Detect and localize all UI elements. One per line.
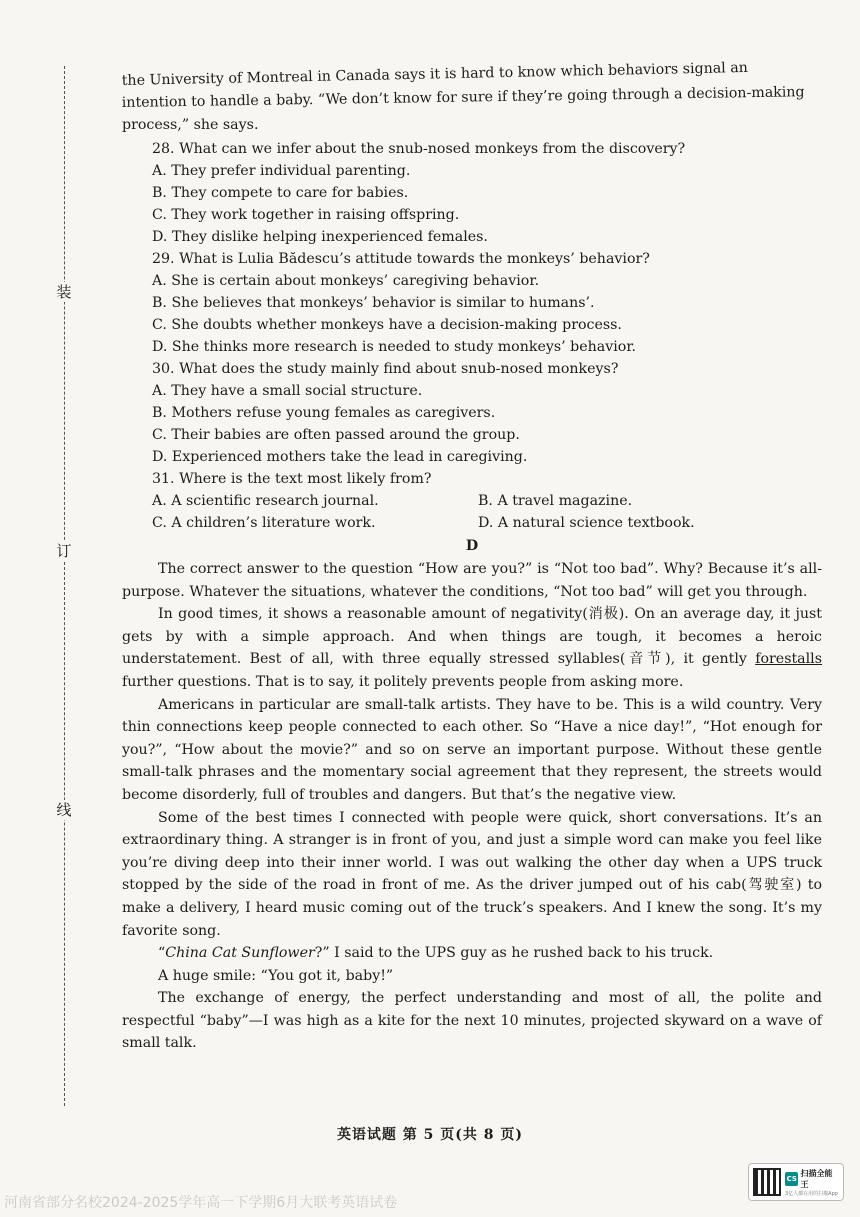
scanner-badge-subtitle: 3亿人都在用的扫描App	[785, 1190, 838, 1197]
option-b[interactable]: B. They compete to care for babies.	[152, 185, 409, 201]
option-row	[152, 512, 822, 534]
option-b[interactable]: B. A travel magazine.	[478, 493, 633, 509]
paragraph: Americans in particular are small-talk artists. They have to be. This is a wild country. Very thin connections keep people connected to each other. So “Have a nice day!”, “Hot enough for you?”, “How about the movie?” and so on serve an important purpose. Without these gentle small-talk phrases and the momentary social agreement that they represent, the streets would become disorderly, full of troubles and dangers. But that’s the negative view.	[122, 696, 822, 803]
passage-line: process,” she says.	[122, 117, 259, 133]
passage-line: intention to handle a baby. “We don’t know for sure if they’re going through a decision-making	[121, 84, 805, 112]
option-c[interactable]: C. Their babies are often passed around the group.	[152, 427, 520, 443]
paragraph	[122, 603, 822, 693]
option-c[interactable]: C. A children’s literature work.	[152, 515, 376, 531]
paragraph: Some of the best times I connected with people were quick, short conversations. It’s an extraordinary thing. A stranger is in front of you, and just a simple word can make you feel like you’re diving deep into their inner world. I was out walking the other day when a UPS truck stopped by the side of the road in front of me. As the driver jumped out of his cab(驾驶室) to make a delivery, I heard music coming out of the truck’s speakers. And I knew the song. It’s my favorite song.	[122, 809, 822, 939]
option-d[interactable]: D. She thinks more research is needed to study monkeys’ behavior.	[152, 339, 637, 355]
passage-line: the University of Montreal in Canada says it is hard to know which behaviors signal an	[121, 59, 749, 90]
option-a[interactable]: A. They have a small social structure.	[152, 383, 423, 399]
option-a[interactable]: A. She is certain about monkeys’ caregiving behavior.	[152, 273, 540, 289]
paragraph: A huge smile: “You got it, baby!”	[158, 967, 394, 984]
question-stem: 31. Where is the text most likely from?	[152, 471, 432, 487]
option-a[interactable]: A. A scientific research journal.	[152, 493, 379, 509]
binding-char-1: 装	[54, 282, 74, 302]
binding-char-3: 线	[54, 800, 74, 820]
question-stem: 28. What can we infer about the snub-nosed monkeys from the discovery?	[152, 141, 686, 157]
option-b[interactable]: B. She believes that monkeys’ behavior is similar to humans’.	[152, 295, 595, 311]
watermark: 河南省部分名校2024-2025学年高一下学期6月大联考英语试卷	[4, 1195, 398, 1211]
song-title: China Cat Sunflower	[165, 945, 315, 962]
paragraph: The correct answer to the question “How are you?” is “Not too bad”. Why? Because it’s all-purpose. Whatever the situations, whatever the conditions, “Not too bad” will get you through.	[122, 561, 822, 600]
question-stem: 30. What does the study mainly find about snub-nosed monkeys?	[152, 361, 619, 377]
scanner-badge-title-row	[785, 1168, 839, 1190]
option-d[interactable]: D. A natural science textbook.	[478, 515, 695, 531]
text-run: ?” I said to the UPS guy as he rushed back to his truck.	[314, 945, 714, 962]
option-d[interactable]: D. They dislike helping inexperienced females.	[152, 229, 488, 245]
option-c[interactable]: C. They work together in raising offspring.	[152, 207, 460, 223]
passage-c-ending	[121, 59, 822, 136]
question-stem: 29. What is Lulia Bădescu’s attitude towards the monkeys’ behavior?	[152, 251, 650, 267]
paragraph	[122, 942, 822, 965]
binding-char-2: 订	[54, 541, 74, 561]
text-run: In good times, it shows a reasonable amount of negativity(消极). On an average day, it just gets by with a simple approach. And when things are tough, it becomes a heroic understatement. Best of all, with three equally stressed syllables(音节), it gently	[122, 606, 822, 668]
camscanner-logo-icon: CS	[785, 1172, 798, 1186]
option-a[interactable]: A. They prefer individual parenting.	[152, 163, 411, 179]
scanner-badge[interactable]	[748, 1163, 844, 1201]
option-row	[152, 490, 822, 512]
underlined-word: forestalls	[755, 651, 822, 668]
exam-page	[121, 59, 822, 1055]
question-29	[122, 248, 822, 358]
qr-code-icon	[753, 1168, 781, 1196]
text-run: “	[158, 945, 166, 962]
question-31	[122, 468, 822, 534]
text-run: further questions. That is to say, it politely prevents people from asking more.	[122, 673, 684, 690]
question-30	[122, 358, 822, 468]
binding-line	[64, 66, 65, 1106]
scanner-badge-title: 扫描全能王	[800, 1168, 833, 1189]
section-heading: D	[465, 538, 479, 554]
paragraph: The exchange of energy, the perfect understanding and most of all, the polite and respectful “baby”—I was high as a kite for the next 10 minutes, projected skyward on a wave of small talk.	[122, 990, 822, 1052]
option-d[interactable]: D. Experienced mothers take the lead in caregiving.	[152, 449, 528, 465]
option-b[interactable]: B. Mothers refuse young females as caregivers.	[152, 405, 496, 421]
option-c[interactable]: C. She doubts whether monkeys have a decision-making process.	[152, 317, 622, 333]
scanner-badge-text	[785, 1168, 839, 1197]
question-28	[122, 138, 822, 248]
page-footer: 英语试题 第 5 页(共 8 页)	[336, 1127, 524, 1143]
